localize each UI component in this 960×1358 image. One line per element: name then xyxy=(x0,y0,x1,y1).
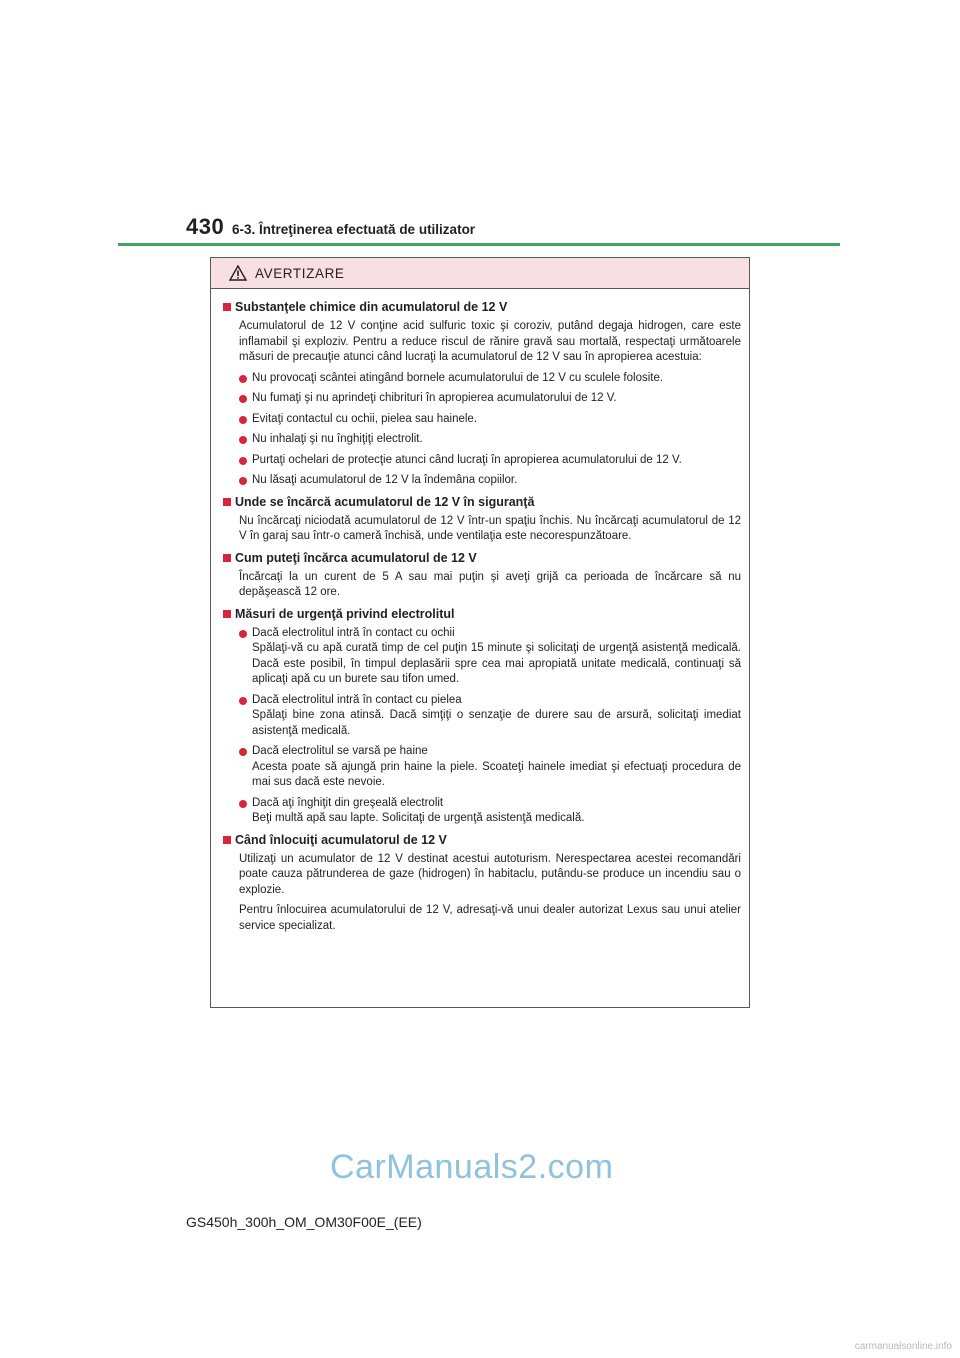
section-paragraph: Încărcaţi la un curent de 5 A sau mai puţin şi aveţi grijă ca perioada de încărcare să nu depăşească 12 ore. xyxy=(239,570,741,598)
section-heading-text: Măsuri de urgenţă privind electrolitul xyxy=(235,606,455,621)
bullet-content xyxy=(252,626,741,688)
round-bullet-icon xyxy=(239,375,247,383)
round-bullet-icon xyxy=(239,630,247,638)
warning-section xyxy=(221,299,741,489)
round-bullet-icon xyxy=(239,748,247,756)
bullet-text: Spălaţi bine zona atinsă. Dacă simţiţi o senzaţie de durere sau de arsură, solicitaţi imediat asistenţă medicală. xyxy=(252,709,741,737)
round-bullet-icon xyxy=(239,697,247,705)
bullet-content xyxy=(252,391,741,407)
warning-title: AVERTIZARE xyxy=(255,265,345,281)
bullet-item xyxy=(239,453,741,469)
section-paragraph: Nu încărcaţi niciodată acumulatorul de 12 V într-un spaţiu închis. Nu încărcaţi acumulatorul de 12 V în garaj sau într-o cameră închisă, unde ventilaţia este necorespunzătoare. xyxy=(239,514,741,542)
bullet-text: Beţi multă apă sau lapte. Solicitaţi de urgenţă asistenţă medicală. xyxy=(252,812,585,824)
warning-section xyxy=(221,832,741,935)
section-title: 6-3. Întreţinerea efectuată de utilizator xyxy=(232,222,476,237)
bullet-item xyxy=(239,412,741,428)
bullet-text: Acesta poate să ajungă prin haine la piele. Scoateţi hainele imediat şi efectuaţi procedura de mai sus dacă este nevoie. xyxy=(252,760,741,788)
bullet-content xyxy=(252,796,741,827)
bullet-title: Dacă electrolitul intră în contact cu ochii xyxy=(252,626,455,639)
bullet-title: Dacă aţi înghiţit din greşeală electrolit xyxy=(252,796,444,809)
square-bullet-icon xyxy=(223,610,231,618)
bullet-content xyxy=(252,432,741,448)
warning-box xyxy=(210,257,750,1008)
bullet-content xyxy=(252,473,741,489)
watermark: CarManuals2.com xyxy=(330,1148,614,1186)
section-heading-text: Unde se încărcă acumulatorul de 12 V în siguranţă xyxy=(235,494,535,509)
bullet-item xyxy=(239,796,741,827)
bullet-content xyxy=(252,744,741,791)
warning-section xyxy=(221,494,741,545)
bullet-item xyxy=(239,371,741,387)
watermark-corner: carmanualsonline.info xyxy=(854,1341,952,1352)
bullet-item xyxy=(239,432,741,448)
bullet-title: Nu fumaţi şi nu aprindeţi chibrituri în apropierea acumulatorului de 12 V. xyxy=(252,392,617,404)
section-paragraph: Pentru înlocuirea acumulatorului de 12 V, adresaţi-vă unui dealer autorizat Lexus sau unui atelier service specializat. xyxy=(239,904,741,932)
round-bullet-icon xyxy=(239,477,247,485)
round-bullet-icon xyxy=(239,800,247,808)
square-bullet-icon xyxy=(223,498,231,506)
section-heading xyxy=(221,832,741,849)
bullet-title: Nu lăsaţi acumulatorul de 12 V la îndemâna copiilor. xyxy=(252,474,518,486)
round-bullet-icon xyxy=(239,457,247,465)
round-bullet-icon xyxy=(239,416,247,424)
section-heading-text: Substanţele chimice din acumulatorul de 12 V xyxy=(235,300,508,314)
bullet-item xyxy=(239,744,741,791)
square-bullet-icon xyxy=(223,303,231,311)
bullet-title: Dacă electrolitul se varsă pe haine xyxy=(252,745,428,757)
bullet-content xyxy=(252,412,741,428)
bullet-content xyxy=(252,453,741,469)
section-paragraph: Acumulatorul de 12 V conţine acid sulfuric toxic şi coroziv, putând degaja hidrogen, care este inflamabil şi exploziv. Pentru a reduce riscul de rănire gravă sau mortală, respectaţi următoarele măsuri de precauţie atunci când lucraţi la acumulatorul de 12 V sau în apropierea acestuia: xyxy=(239,320,741,363)
section-heading xyxy=(221,606,741,623)
header-rule xyxy=(118,243,840,246)
warning-body xyxy=(211,289,749,934)
bullet-content xyxy=(252,693,741,740)
bullet-item xyxy=(239,626,741,688)
section-heading-text: Când înlocuiţi acumulatorul de 12 V xyxy=(235,832,447,847)
section-heading xyxy=(221,299,741,316)
section-heading xyxy=(221,494,741,511)
bullet-item xyxy=(239,391,741,407)
bullet-content xyxy=(252,371,741,387)
warning-header xyxy=(211,258,749,289)
document-code: GS450h_300h_OM_OM30F00E_(EE) xyxy=(186,1214,422,1230)
section-heading-text: Cum puteţi încărca acumulatorul de 12 V xyxy=(235,550,477,565)
bullet-title: Nu inhalaţi şi nu înghiţiţi electrolit. xyxy=(252,433,423,445)
bullet-title: Purtaţi ochelari de protecţie atunci când lucraţi în apropierea acumulatorului de 12 V. xyxy=(252,453,682,466)
round-bullet-icon xyxy=(239,395,247,403)
section-heading xyxy=(221,550,741,567)
bullet-item xyxy=(239,693,741,740)
square-bullet-icon xyxy=(223,554,231,562)
bullet-item xyxy=(239,473,741,489)
square-bullet-icon xyxy=(223,836,231,844)
bullet-title: Nu provocaţi scântei atingând bornele acumulatorului de 12 V cu sculele folosite. xyxy=(252,371,664,384)
warning-section xyxy=(221,550,741,601)
page-number: 430 xyxy=(186,214,225,239)
section-paragraph: Utilizaţi un acumulator de 12 V destinat acestui autoturism. Nerespectarea acestei recomandări poate cauza pătrunderea de gaze (hidrogen) în habitaclu, putându-se produce un incendiu sau o explozie. xyxy=(239,852,741,896)
bullet-text: Spălaţi-vă cu apă curată timp de cel puţin 15 minute şi solicitaţi de urgenţă asistenţă medicală. Dacă este posibil, în timpul deplasării spre cea mai apropiată unitate medicală, continuaţi să aplicaţi apă cu un burete sau tifon umed. xyxy=(252,642,741,685)
warning-section xyxy=(221,606,741,827)
round-bullet-icon xyxy=(239,436,247,444)
warning-triangle-icon xyxy=(229,265,247,281)
bullet-title: Evitaţi contactul cu ochii, pielea sau hainele. xyxy=(252,412,478,425)
bullet-title: Dacă electrolitul intră în contact cu pielea xyxy=(252,693,462,706)
